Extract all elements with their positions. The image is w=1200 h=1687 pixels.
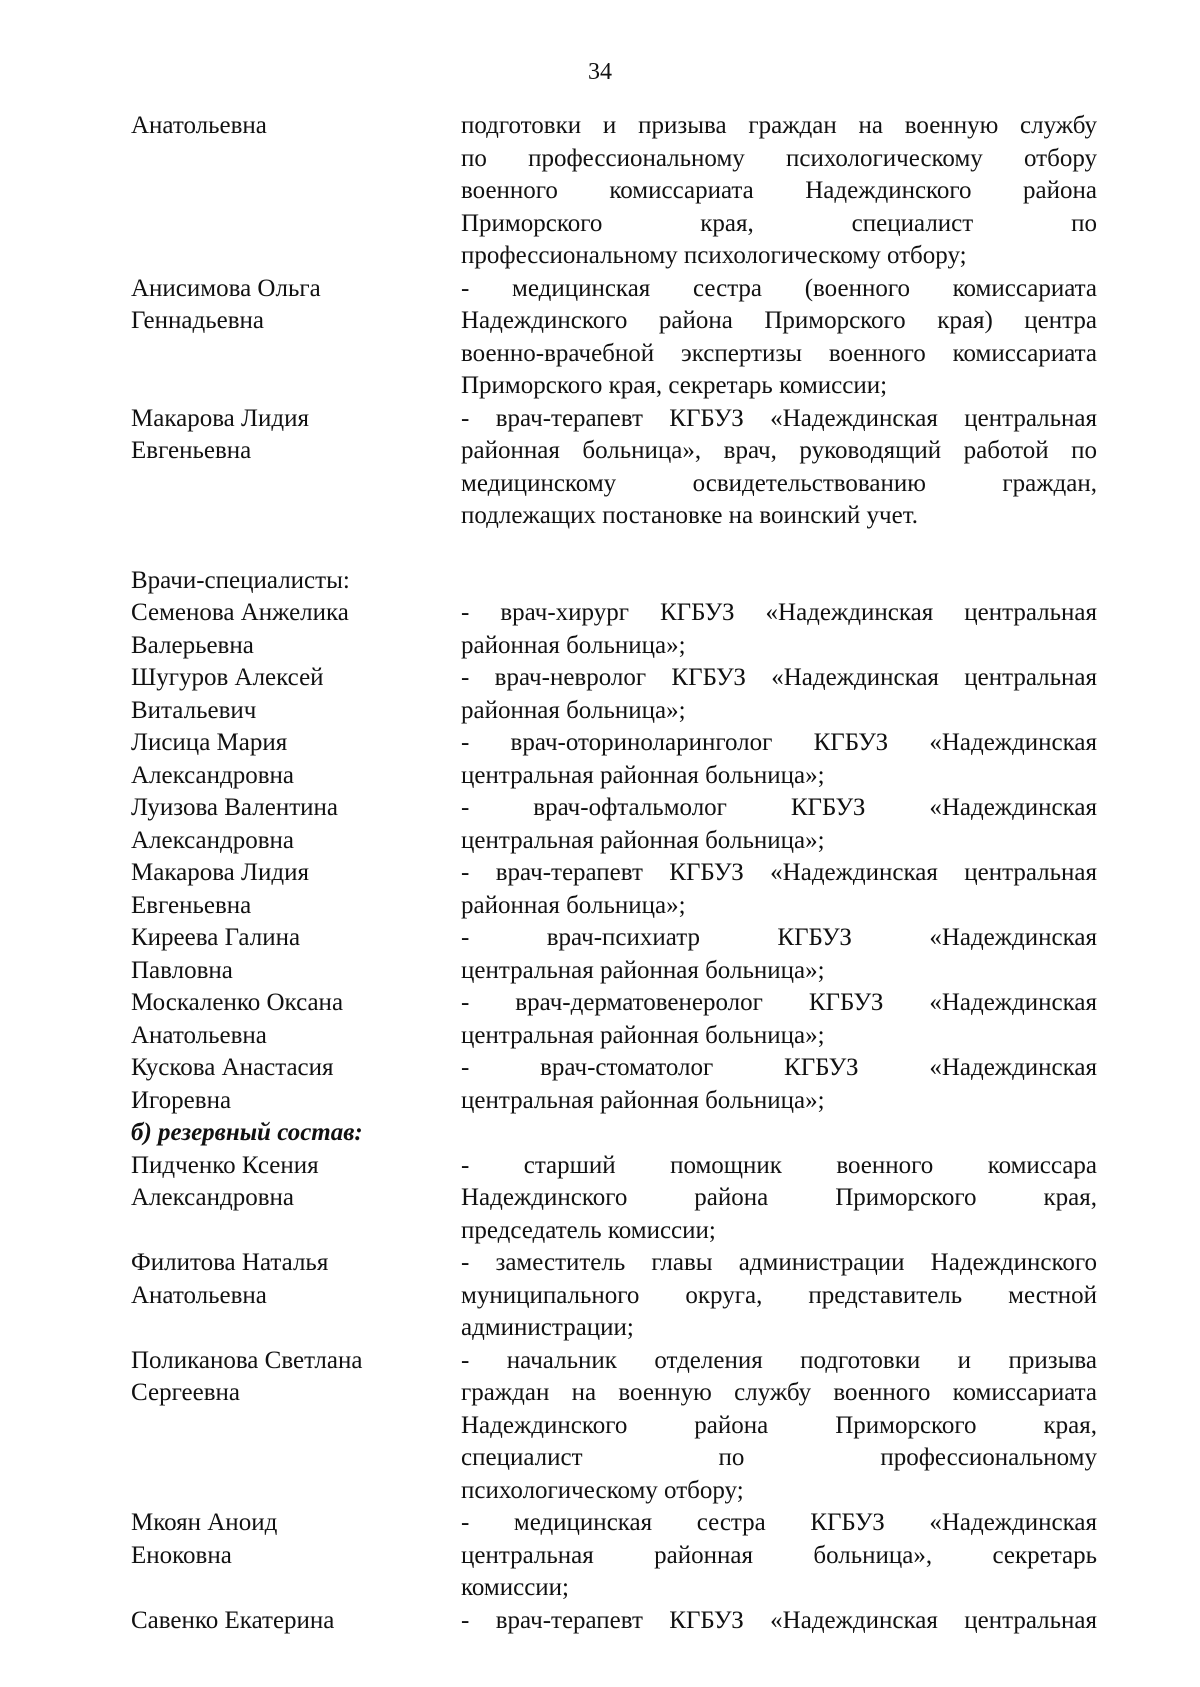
member-role-line: военно-врачебной экспертизы военного комиссариата — [461, 339, 1097, 367]
member-role-line: комиссии; — [461, 1574, 569, 1601]
reserve-heading-row — [131, 1117, 1097, 1150]
member-role-line: - начальник отделения подготовки и призыва — [461, 1346, 1097, 1374]
member-role-line: - старший помощник военного комиссара — [461, 1151, 1097, 1179]
member-role-line: - врач-дерматовенеролог КГБУЗ «Надеждинская — [461, 989, 1097, 1016]
member-name-line: Семенова Анжелика — [131, 599, 349, 626]
member-role-line: Надеждинского района Приморского края, — [461, 1184, 1097, 1211]
member-name-line: Еноковна — [131, 1541, 232, 1569]
member-role-line: - медицинская сестра КГБУЗ «Надеждинская — [461, 1509, 1097, 1536]
member-role — [461, 1052, 1097, 1117]
member-name — [131, 1605, 461, 1638]
member-role-line: районная больница», врач, руководящий работой по — [461, 437, 1097, 464]
member-role-line: центральная районная больница», секретарь — [461, 1541, 1097, 1569]
member-name — [131, 1345, 461, 1410]
member-role-line: граждан на военную службу военного комиссариата — [461, 1379, 1097, 1406]
entries-entry — [131, 273, 1097, 403]
member-role-line: Надеждинского района Приморского края, — [461, 1411, 1097, 1439]
member-role-line: председатель комиссии; — [461, 1216, 716, 1244]
member-role-line: муниципального округа, представитель местной — [461, 1281, 1097, 1309]
member-role — [461, 597, 1097, 662]
document-body — [131, 110, 1097, 1637]
member-name-line: Макарова Лидия — [131, 859, 309, 886]
member-role-line: центральная районная больница»; — [461, 761, 825, 789]
member-name-line: Игоревна — [131, 1086, 232, 1114]
member-role — [461, 1507, 1097, 1605]
member-name-line: Кускова Анастасия — [131, 1054, 334, 1081]
reserve-entry — [131, 1150, 1097, 1248]
member-role-line: Надеждинского района Приморского края) центра — [461, 307, 1097, 334]
member-name — [131, 662, 461, 727]
member-role-line: центральная районная больница»; — [461, 1021, 825, 1049]
member-name-line: Киреева Галина — [131, 924, 301, 951]
member-name-line: Александровна — [131, 1184, 295, 1211]
member-role — [461, 1605, 1097, 1638]
member-role-line: - заместитель главы администрации Надеждинского — [461, 1249, 1097, 1276]
member-name — [131, 727, 461, 792]
member-name — [131, 403, 461, 468]
member-name-line: Анатольевна — [131, 1281, 267, 1309]
member-name-line: Анатольевна — [131, 1021, 267, 1049]
member-role-line: - врач-офтальмолог КГБУЗ «Надеждинская — [461, 794, 1097, 821]
member-name-line: Лисица Мария — [131, 729, 288, 756]
member-role — [461, 922, 1097, 987]
specialists-entry — [131, 1052, 1097, 1117]
member-role-line: администрации; — [461, 1314, 634, 1341]
member-role — [461, 1247, 1097, 1345]
member-name-line: Филитова Наталья — [131, 1249, 329, 1276]
member-name-line: Геннадьевна — [131, 307, 264, 334]
member-name-line: Сергеевна — [131, 1379, 240, 1406]
member-role — [461, 727, 1097, 792]
member-role-line: районная больница»; — [461, 631, 686, 659]
member-name — [131, 987, 461, 1052]
member-role-line: по профессиональному психологическому отбору — [461, 144, 1097, 172]
reserve-heading: б) резервный состав: — [131, 1119, 363, 1146]
member-name — [131, 597, 461, 662]
member-name — [131, 857, 461, 922]
member-role-line: Приморского края, секретарь комиссии; — [461, 372, 888, 399]
member-name — [131, 1052, 461, 1117]
member-name — [131, 273, 461, 338]
commission-main-entries — [131, 110, 1097, 533]
member-role-line: - врач-невролог КГБУЗ «Надеждинская центральная — [461, 664, 1097, 691]
member-role — [461, 273, 1097, 403]
member-role-line: районная больница»; — [461, 891, 686, 919]
reserve-entry — [131, 1345, 1097, 1508]
member-role-line: подготовки и призыва граждан на военную службу — [461, 112, 1097, 139]
member-name — [131, 792, 461, 857]
member-role — [461, 110, 1097, 273]
member-role — [461, 662, 1097, 727]
member-role-line: психологическому отбору; — [461, 1476, 744, 1504]
member-role-line: Приморского края, специалист по — [461, 209, 1097, 237]
member-name-line: Александровна — [131, 761, 295, 789]
reserve-entry — [131, 1605, 1097, 1638]
member-name-line: Пидченко Ксения — [131, 1151, 319, 1179]
specialists-list — [131, 597, 1097, 1117]
member-role-line: - врач-оториноларинголог КГБУЗ «Надеждинская — [461, 729, 1097, 756]
page-number: 34 — [588, 59, 612, 85]
member-name-line: Витальевич — [131, 696, 257, 724]
member-name — [131, 1247, 461, 1312]
specialists-heading: Врачи-специалисты: — [131, 566, 350, 594]
specialists-entry — [131, 922, 1097, 987]
member-name-line: Анатольевна — [131, 112, 267, 139]
member-name-line: Валерьевна — [131, 631, 254, 659]
member-name-line: Макарова Лидия — [131, 404, 309, 432]
specialists-entry — [131, 857, 1097, 922]
specialists-entry — [131, 662, 1097, 727]
entries-entry — [131, 403, 1097, 533]
reserve-entry — [131, 1507, 1097, 1605]
member-role-line: центральная районная больница»; — [461, 956, 825, 984]
member-role-line: военного комиссариата Надеждинского района — [461, 177, 1097, 204]
member-name-line: Мкоян Аноид — [131, 1509, 278, 1536]
member-name — [131, 110, 461, 143]
member-role-line: - медицинская сестра (военного комиссариата — [461, 274, 1097, 302]
member-name-line: Анисимова Ольга — [131, 274, 321, 302]
specialists-entry — [131, 597, 1097, 662]
member-role-line: - врач-терапевт КГБУЗ «Надеждинская центральная — [461, 404, 1097, 432]
member-name-line: Луизова Валентина — [131, 794, 338, 821]
specialists-heading-row — [131, 565, 1097, 598]
member-name — [131, 1507, 461, 1572]
member-name-line: Евгеньевна — [131, 891, 252, 919]
member-role-line: - врач-терапевт КГБУЗ «Надеждинская центральная — [461, 859, 1097, 886]
member-name-line: Александровна — [131, 826, 295, 854]
member-name-line: Евгеньевна — [131, 437, 252, 464]
member-role-line: медицинскому освидетельствованию граждан, — [461, 469, 1097, 497]
specialists-entry — [131, 792, 1097, 857]
member-role — [461, 792, 1097, 857]
entries-entry — [131, 110, 1097, 273]
member-name-line: Шугуров Алексей — [131, 664, 324, 691]
member-role-line: центральная районная больница»; — [461, 1086, 825, 1114]
member-role-line: специалист по профессиональному — [461, 1444, 1097, 1471]
member-name-line: Москаленко Оксана — [131, 989, 344, 1016]
specialists-entry — [131, 727, 1097, 792]
member-name — [131, 1150, 461, 1215]
member-role — [461, 1150, 1097, 1248]
member-role-line: - врач-психиатр КГБУЗ «Надеждинская — [461, 924, 1097, 951]
member-role — [461, 987, 1097, 1052]
member-name — [131, 922, 461, 987]
member-role-line: - врач-хирург КГБУЗ «Надеждинская центральная — [461, 599, 1097, 626]
reserve-list — [131, 1150, 1097, 1638]
reserve-entry — [131, 1247, 1097, 1345]
member-role — [461, 403, 1097, 533]
member-role — [461, 1345, 1097, 1508]
member-name-line: Павловна — [131, 956, 233, 984]
specialists-entry — [131, 987, 1097, 1052]
member-name-line: Поликанова Светлана — [131, 1346, 363, 1374]
member-role-line: подлежащих постановке на воинский учет. — [461, 502, 919, 529]
member-role-line: профессиональному психологическому отбору; — [461, 242, 967, 269]
member-role-line: - врач-терапевт КГБУЗ «Надеждинская центральная — [461, 1606, 1097, 1634]
member-role-line: центральная районная больница»; — [461, 826, 825, 854]
member-name-line: Савенко Екатерина — [131, 1606, 335, 1634]
member-role — [461, 857, 1097, 922]
member-role-line: районная больница»; — [461, 696, 686, 724]
member-role-line: - врач-стоматолог КГБУЗ «Надеждинская — [461, 1054, 1097, 1081]
